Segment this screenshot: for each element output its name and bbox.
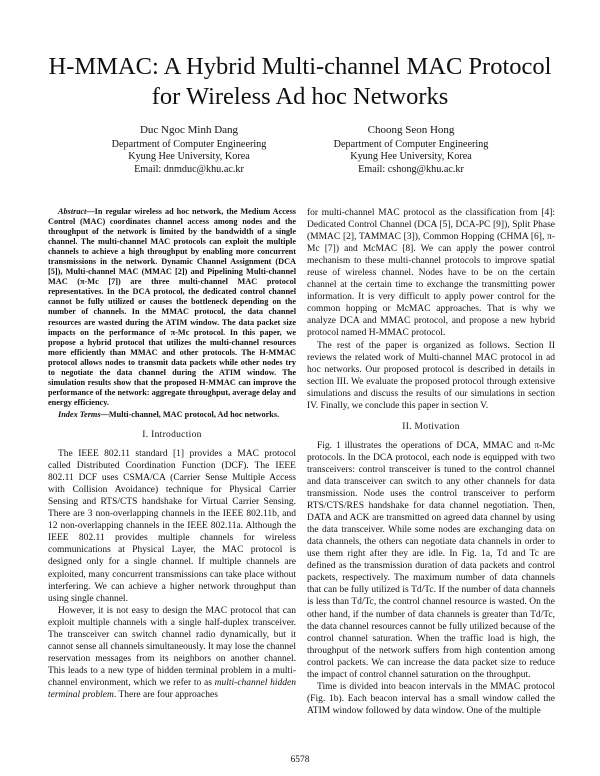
author-department: Department of Computer Engineering [111,138,267,150]
index-terms [48,410,296,420]
paper-title [30,52,570,112]
paragraph: The rest of the paper is organized as follows. Section II reviews the related work of Multi-channel MAC protocol in ad hoc networks. Our proposed protocol is described in details in section III. We evaluate the proposed protocol through extensive simulations and discuss the results of our simulations in section IV. Finally, we conclude this paper in section V. [307,340,555,411]
author-university: Kyung Hee University, Korea [128,151,250,163]
author-name: Choong Seon Hong [367,124,455,136]
abstract-text: —In regular wireless ad hoc network, the Medium Access Control (MAC) coordinates channel access among nodes and the throughput of the network is limited by the bandwidth of a single channel. The multi-channel MAC protocols can exploit the multiple channels to achieve a high throughput by enabling more concurrent transmissions in the network. Dynamic Channel Assignment (DCA [5]), Multi-channel MAC (MMAC [2]) and Pipelining Multi-channel MAC (π-Mc [7]) are three multi-channel MAC protocol representatives. In the DCA protocol, the dedicated control channel cannot be fully utilized or causes the bottleneck depending on the number of channels. In the MMAC protocol, the data channel resources are wasted during the ATIM window. The data packet size impacts on the performance of π-Mc protocol. In this paper, we propose a hybrid protocol that utilizes the multi-channel resources more efficiently than MMAC and other protocols. The H-MMAC protocol allows nodes to transmit data packets while other nodes try to negotiate the data channel during the ATIM window. The simulation results show that the proposed H-MMAC can improve the performance of the network: aggregate throughput, average delay and energy efficiency. [48,207,296,407]
paragraph-emphasis: multi-channel hidden terminal problem [48,677,297,700]
paragraph [48,605,296,701]
author-name: Duc Ngoc Minh Dang [139,124,239,136]
paragraph-text: . There are four approaches [113,689,218,700]
paragraph: Fig. 1 illustrates the operations of DCA, MMAC and π-Mc protocols. In the DCA protocol, each node is equipped with two transceivers: control transceiver is tuned to the control channel and data transceiver can switch to any other channels for data transmission. Node uses the control transceiver to perform RTS/CTS/RES handshake for data channel negotiation. Then, DATA and ACK are transmitted on agreed data channel by using the data transceiver. While some nodes are exchanging data on data channels, the others can negotiate data channels in order to use them right after they are idle. In Fig. 1a, Td and Tc are defined as the transmission duration of data packets and control packets, respectively. The maximum number of data channels that can be fully utilized is Td/Tc. If the number of data channels is less than Td/Tc, the control channel resource is wasted. On the other hand, if the number of data channels is greater than Td/Tc, the data channel resources cannot be fully utilized because of the control channel saturation. When the traffic load is high, the throughput of the network suffers from high contention among control packets. We can increase the data packet size to reduce the impact of control channel saturation on the throughput. [307,440,555,680]
paragraph: The IEEE 802.11 standard [1] provides a MAC protocol called Distributed Coordination Function (DCF). The IEEE 802.11 DCF uses CSMA/CA (Carrier Sense Multiple Access with Collision Avoidance) technique for Physical Carrier Sensing and RTS/CTS handshake for Virtual Carrier Sensing. There are 3 non-overlapping channels in the IEEE 802.11b, and 12 non-overlapping channels in the IEEE 802.11a. Although the IEEE 802.11 provides multiple channels for wireless communications at Physical Layer, the MAC protocol is designed only for a single channel. If multiple channels are exploited, many concurrent transmissions can take place without interfering. We can achieve a higher network throughput than using single channel. [48,449,296,604]
left-column [48,207,296,701]
right-column [307,207,555,717]
author-university: Kyung Hee University, Korea [350,151,472,163]
author-email: Email: dnmduc@khu.ac.kr [134,163,244,175]
paragraph: Time is divided into beacon intervals in the MMAC protocol (Fig. 1b). Each beacon interval has a small window called the ATIM window followed by data window. One of the multiple [307,681,555,716]
index-terms-text: —Multi-channel, MAC protocol, Ad hoc networks. [100,409,280,419]
title-line-1: H-MMAC: A Hybrid Multi-channel MAC Protocol [48,53,552,80]
paragraph: for multi-channel MAC protocol as the classification from [4]: Dedicated Control Channel (DCA [5], DCA-PC [9]), Split Phase (MMAC [2], TAMMAC [3]), Common Hopping (CHMA [6], π-Mc [7]) and McMAC [8]. We can apply the power control mechanism to these multi-channel protocols to improve spatial reuse of wireless channel. Nodes have to be on the certain channel at the certain time to exchange the transmitting power information. It is very difficult to apply power control for the common hopping or McMAC approaches. That is why we analyze DCA and MMAC protocol, and propose a new hybrid protocol named H-MMAC protocol. [307,208,555,339]
title-line-2: for Wireless Ad hoc Networks [151,83,449,110]
section-heading-motivation: II. Motivation [402,421,460,432]
abstract-lead: Abstract [58,207,87,216]
author-block-1 [74,124,304,176]
author-email: Email: cshong@khu.ac.kr [358,163,464,175]
paragraph-text: However, it is not easy to design the MAC protocol that can exploit multiple channels with a single half-duplex transceiver. The transceiver can switch channel radio dynamically, but it cannot sense all channels simultaneously. It may lose the channel reservation messages from its neighbors on another channel. This leads to a new type of hidden terminal problem in a multi-channel environment, which we refer to as [48,605,296,688]
author-department: Department of Computer Engineering [333,138,489,150]
index-terms-lead: Index Terms [58,409,101,419]
author-block-2 [296,124,526,176]
abstract [48,207,296,408]
page-number: 6578 [290,755,310,765]
section-heading-introduction: I. Introduction [142,429,202,440]
